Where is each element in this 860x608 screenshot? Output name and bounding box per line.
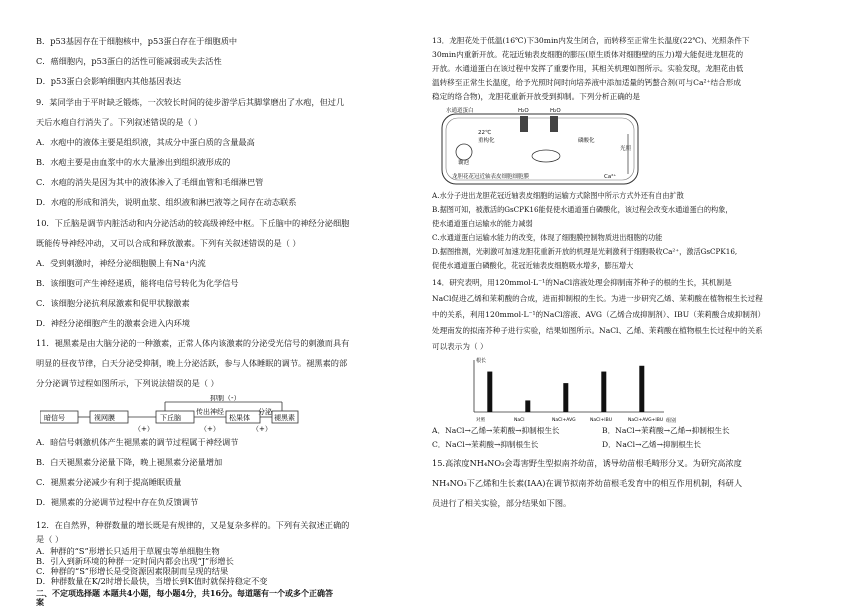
q14-option-b: B．NaCl→茉莉酸→乙烯→抑制根生长 bbox=[602, 426, 730, 435]
q10-option-b: B．该细胞可产生神经递质，能将电信号转化为化学信号 bbox=[36, 278, 239, 288]
q10-option-a: A．受到刺激时，神经分泌细胞膜上有Na⁺内流 bbox=[36, 258, 206, 268]
q14-stem-line4: 处理南发的拟南芥种子进行实验，结果如图所示。NaCl、乙烯、茉莉酸在植物根生长过程中的关系 bbox=[432, 326, 763, 335]
q13-stem-line1: 13．龙胆花处于低温(16℃)下30min内发生闭合，而转移至正常生长温度(22℃)、光照条件下 bbox=[432, 36, 750, 45]
q10-stem-line2: 既能传导神经冲动，又可以合成和释放激素。下列有关叙述错误的是（ ） bbox=[36, 238, 301, 248]
section2-header-line2: 案 bbox=[36, 597, 44, 607]
h2o-label-1: H₂O bbox=[518, 108, 529, 114]
kinase-shape bbox=[532, 150, 560, 162]
x-tick-label-0: 对照 bbox=[476, 418, 485, 423]
plus-1: （+） bbox=[134, 425, 154, 433]
box-melatonin-label: 褪黑素 bbox=[274, 414, 295, 422]
q11-option-b: B．白天褪黑素分泌量下降，晚上褪黑素分泌量增加 bbox=[36, 457, 223, 467]
box-hypothalamus-label: 下丘脑 bbox=[160, 414, 181, 422]
q13-stem-line4: 温转移至正常生长温度，给予光照时间时向培养液中添加适量的钙螯合剂(可与Ca²⁺结合形成 bbox=[432, 78, 741, 87]
q9-option-a: A．水疱中的液体主要是组织液，其成分中蛋白质的含量最高 bbox=[36, 137, 255, 147]
q12-option-c: C．种群的“S”形增长是受资源因素限制而呈现的结果 bbox=[36, 566, 229, 576]
q8-option-d: D．p53蛋白会影响细胞内其他基因表达 bbox=[36, 76, 182, 86]
phos-label: 磷酸化 bbox=[578, 138, 595, 144]
q13-stem-line5: 稳定的络合物)，龙胆花重新开放受到抑制。下列分析正确的是 bbox=[432, 92, 640, 101]
plus-2: （+） bbox=[200, 425, 220, 433]
h2o-label-2: H₂O bbox=[550, 108, 561, 114]
q8-option-c: C．癌细胞内，p53蛋白的活性可能减弱或失去活性 bbox=[36, 56, 222, 66]
inhibit-label: 抑制（-） bbox=[210, 395, 241, 402]
aquaporin-1 bbox=[520, 116, 528, 132]
q14-option-d: D．NaCl→乙烯→抑制根生长 bbox=[602, 440, 701, 449]
water-protein-label: 水通道蛋白 bbox=[446, 108, 474, 114]
q10-option-d: D．神经分泌细胞产生的激素会进入内环境 bbox=[36, 318, 190, 328]
y-axis-label: 根长 bbox=[476, 358, 487, 364]
q15-stem-line1: 15.高浓度NH₄NO₃会毒害野生型拟南芥幼苗，诱导幼苗根毛畸形分叉。为研究高浓度 bbox=[432, 458, 742, 468]
cell-caption: 龙胆花花冠近轴表皮细胞细胞膜 bbox=[452, 174, 530, 180]
q9-option-c: C．水疱的消失是因为其中的液体渗入了毛细血管和毛细淋巴管 bbox=[36, 177, 264, 187]
bar-1 bbox=[525, 400, 530, 412]
q13-option-a: A.水分子进出龙胆花冠近轴表皮细胞的运输方式除图中所示方式外还有自由扩散 bbox=[432, 191, 684, 200]
q10-option-c: C．该细胞分泌抗利尿激素和促甲状腺激素 bbox=[36, 298, 190, 308]
gentian-cell-figure bbox=[438, 104, 648, 188]
bar-4 bbox=[639, 366, 644, 412]
q9-stem-line1: 9．某同学由于平时缺乏锻炼，一次较长时间的徒步游学后其脚掌磨出了水疱，但过几 bbox=[36, 97, 345, 107]
q11-option-c: C．褪黑素分泌减少有利于提高睡眠质量 bbox=[36, 477, 182, 487]
q11-option-a: A．暗信号刺激机体产生褪黑素的调节过程属于神经调节 bbox=[36, 437, 239, 447]
q9-option-d: D．水疱的形成和消失，说明血浆、组织液和淋巴液等之间存在动态联系 bbox=[36, 197, 297, 207]
q12-stem-line2: 是（ ） bbox=[36, 534, 64, 544]
q12-option-b: B．引入到新环境的种群一定时间内都会出现“J”形增长 bbox=[36, 556, 234, 566]
q13-stem-line3: 开放。水通道蛋白在该过程中发挥了重要作用，其相关机理如图所示。实验发现，龙胆花由低 bbox=[432, 64, 744, 73]
q14-stem-line1: 14．研究表明，用120mmol·L⁻¹的NaCl溶液处理会抑制南芥种子的根的生长，其机制是 bbox=[432, 278, 732, 287]
q14-option-a: A．NaCl→乙烯→茉莉酸→抑制根生长 bbox=[432, 426, 560, 435]
root-length-chart bbox=[460, 354, 690, 424]
reconstruct-label: 重构化 bbox=[478, 138, 495, 144]
x-tick-label-4: NaCl+AVG+IBU bbox=[628, 418, 664, 423]
section2-header-line1: 二、不定项选择题 本题共4小题，每小题4分，共16分。每道题有一个或多个正确答 bbox=[36, 588, 334, 598]
plus-3: （+） bbox=[252, 425, 272, 433]
x-tick-label-2: NaCl+AVG bbox=[552, 418, 576, 423]
q9-stem-line2: 天后水疱自行消失了。下列叙述错误的是（ ） bbox=[36, 117, 203, 127]
q13-option-d: D.据图推测，光刺激可加速龙胆花重新开放的机理是光刺激利于细胞吸收Ca²⁺，激活GsCPK16, bbox=[432, 247, 738, 256]
box-dark-signal-label: 暗信号 bbox=[44, 414, 65, 422]
x-tick-label-3: NaCl+IBU bbox=[590, 418, 612, 423]
vesicle bbox=[456, 144, 472, 160]
q10-stem-line1: 10．下丘脑是调节内脏活动和内分泌活动的较高级神经中枢。下丘脑中的神经分泌细胞 bbox=[36, 218, 350, 228]
q15-stem-line3: 员进行了相关实验，部分结果如下图。 bbox=[432, 498, 572, 508]
aquaporin-2 bbox=[550, 116, 558, 132]
q13-stem-line2: 30min内重新开放。花冠近轴表皮细胞的膨压(原生质体对细胞壁的压力)增大能促进龙胆花的 bbox=[432, 50, 744, 59]
q11-stem-line2: 明显的昼夜节律，白天分泌受抑制，晚上分泌活跃，参与人体睡眠的调节。褪黑素的部 bbox=[36, 358, 348, 368]
q11-stem-line1: 11．褪黑素是由大脑分泌的一种激素，正常人体内该激素的分泌受光信号的刺激而具有 bbox=[36, 338, 350, 348]
box-pineal-label: 松果体 bbox=[229, 414, 250, 422]
q12-option-a: A．种群的“S”形增长只适用于草履虫等单细胞生物 bbox=[36, 546, 220, 556]
q8-option-b: B．p53基因存在于细胞核中，p53蛋白存在于细胞质中 bbox=[36, 36, 238, 46]
q11-option-d: D．褪黑素的分泌调节过程中存在负反馈调节 bbox=[36, 497, 199, 507]
bar-2 bbox=[563, 383, 568, 412]
box-retina-label: 视网膜 bbox=[94, 414, 115, 422]
q14-stem-line2: NaCl促进乙烯和茉莉酸的合成，进而抑制根的生长。为进一步研究乙烯、茉莉酸在植物根生长过程 bbox=[432, 294, 763, 303]
q14-stem-line3: 中的关系，利用120mmol·L⁻¹的NaCl溶液、AVG（乙烯合成抑制剂）、IBU（茉莉酸合成抑制剂） bbox=[432, 310, 766, 319]
q15-stem-line2: NH₄NO₃下乙烯和生长素(IAA)在调节拟南芥幼苗根毛发育中的相互作用机制，科研人 bbox=[432, 478, 743, 488]
light-label: 光照 bbox=[620, 146, 632, 152]
q13-option-c: C.水通道蛋白运输水能力的改变，体现了细胞膜控制物质进出细胞的功能 bbox=[432, 233, 663, 242]
bar-3 bbox=[601, 372, 606, 412]
temp-label: 22℃ bbox=[478, 130, 492, 136]
x-tick-label-1: NaCl bbox=[514, 418, 525, 423]
x-axis-label: 组别 bbox=[666, 418, 677, 424]
q14-option-c: C．NaCl→茉莉酸→抑制根生长 bbox=[432, 440, 539, 449]
q14-stem-line5: 可以表示为（ ） bbox=[432, 342, 488, 351]
ca-label: Ca²⁺ bbox=[604, 174, 617, 180]
bar-0 bbox=[487, 372, 492, 412]
efferent-nerve-label: 传出神经 bbox=[196, 408, 224, 416]
q13-option-d-cont: 促使水通道蛋白磷酸化，花冠近轴表皮细胞吸水增多，膨压增大 bbox=[432, 261, 634, 270]
q11-stem-line3: 分分泌调节过程如图所示，下列说法错误的是（ ） bbox=[36, 378, 219, 388]
secrete-label: 分泌 bbox=[258, 408, 272, 416]
vesicle-label: 囊泡 bbox=[458, 160, 470, 166]
q13-option-b: B.据图可知，被激活的GsCPK16能促使水通道蛋白磷酸化，该过程会改变水通道蛋白的构象， bbox=[432, 205, 733, 214]
q9-option-b: B．水疱主要是由血浆中的水大量渗出到组织液形成的 bbox=[36, 157, 231, 167]
q13-option-b-cont: 使水通道蛋白运输水的能力减弱 bbox=[432, 219, 533, 228]
melatonin-flow-diagram bbox=[40, 395, 300, 435]
q12-option-d-visible: D．种群数量在K/2时增长最快，当增长到K值时就保持稳定不变 bbox=[36, 576, 268, 586]
q12-stem-line1: 12．在自然界，种群数量的增长既是有规律的，又是复杂多样的。下列有关叙述正确的 bbox=[36, 520, 350, 530]
